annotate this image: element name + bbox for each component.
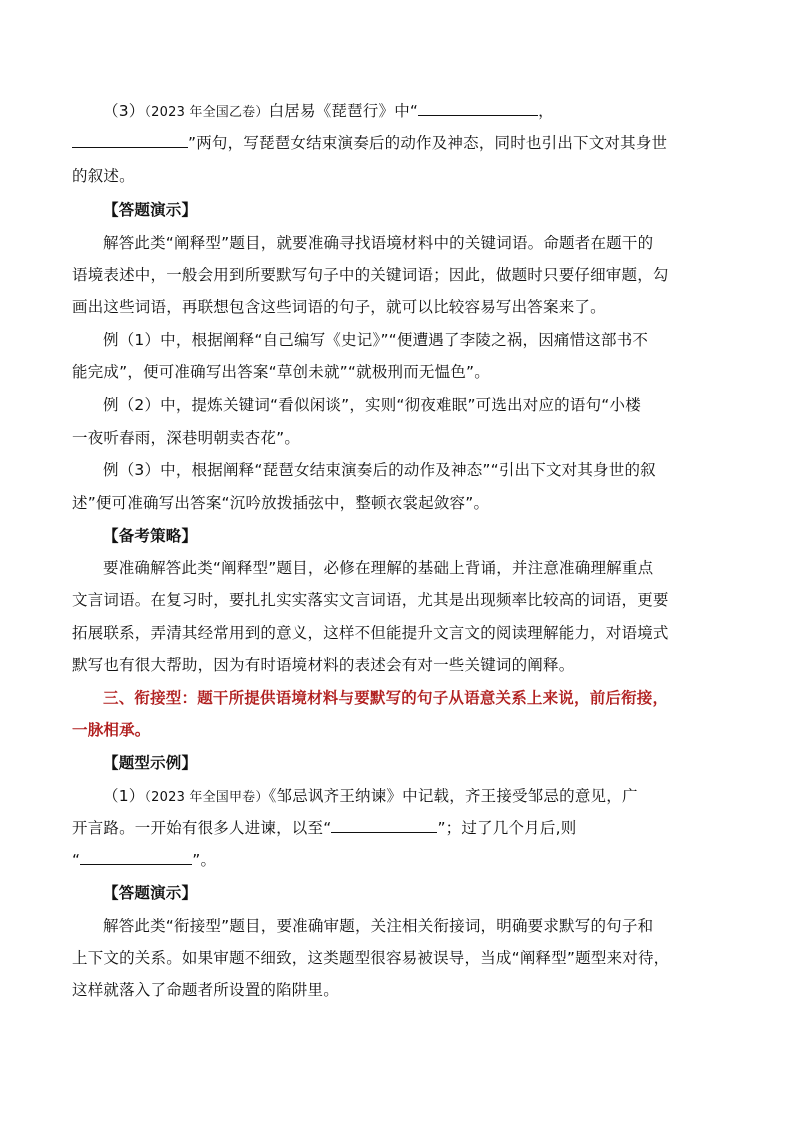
paragraph-line: 能完成”，便可准确写出答案“草创未就”“就极刑而无愠色”。 xyxy=(72,363,490,381)
answer-blank[interactable] xyxy=(80,849,192,865)
paragraph-line: 例（1）中，根据阐释“自己编写《史记》”“便遭遇了李陵之祸，因痛惜这部书不 xyxy=(103,331,649,349)
answer-blank[interactable] xyxy=(418,100,538,116)
q3-rest: ”两句，写琵琶女结束演奏后的动作及神态，同时也引出下文对其身世 xyxy=(188,134,668,152)
section-title-continued: 一脉相承。 xyxy=(72,721,151,739)
paragraph-line: 解答此类“衔接型”题目，要准确审题，关注相关衔接词，明确要求默写的句子和 xyxy=(103,917,654,935)
q3-line-2 xyxy=(72,132,722,154)
q3-line-3: 的叙述。 xyxy=(72,167,135,185)
paragraph-line: 这样就落入了命题者所设置的陷阱里。 xyxy=(72,981,339,999)
q3-comma: ， xyxy=(538,102,554,120)
paragraph-line: 述”便可准确写出答案“沉吟放拨插弦中，整顿衣裳起敛容”。 xyxy=(72,494,490,512)
q1-text: “ xyxy=(72,851,81,869)
answer-blank[interactable] xyxy=(72,132,188,148)
paragraph-line: 一夜听春雨，深巷明朝卖杏花”。 xyxy=(72,429,301,447)
q1-text: ”。 xyxy=(192,851,217,869)
q1-line-1 xyxy=(103,785,753,809)
section-heading-demo: 【答题演示】 xyxy=(103,201,198,219)
q1-source: （2023 年全国甲卷） xyxy=(144,790,269,805)
q1-text: 开言路。一开始有很多人进谏，以至“ xyxy=(72,819,332,837)
q3-source: （2023 年全国乙卷） xyxy=(144,105,269,120)
section-heading-demo: 【答题演示】 xyxy=(103,884,198,902)
paragraph-line: 解答此类“阐释型”题目，就要准确寻找语境材料中的关键词语。命题者在题干的 xyxy=(103,234,654,252)
section-heading-strategy: 【备考策略】 xyxy=(103,527,198,545)
paragraph-line: 语境表述中，一般会用到所要默写句子中的关键词语；因此，做题时只要仔细审题，勾 xyxy=(72,266,669,284)
q1-line-2 xyxy=(72,817,722,839)
answer-blank[interactable] xyxy=(331,817,437,833)
paragraph-line: 文言词语。在复习时，要扎扎实实落实文言词语，尤其是出现频率比较高的词语，更要 xyxy=(72,591,669,609)
q1-line-3 xyxy=(72,849,722,871)
q3-line-1 xyxy=(103,100,753,124)
q1-text: ”；过了几个月后,则 xyxy=(437,819,577,837)
paragraph-line: 拓展联系，弄清其经常用到的意义，这样不但能提升文言文的阅读理解能力，对语境式 xyxy=(72,624,669,642)
q1-number: （1） xyxy=(103,787,145,805)
paragraph-line: 画出这些词语，再联想包含这些词语的句子，就可以比较容易写出答案来了。 xyxy=(72,298,606,316)
q1-prompt: 《邹忌讽齐王纳谏》中记载，齐王接受邹忌的意见，广 xyxy=(268,787,638,805)
section-heading-example: 【题型示例】 xyxy=(103,754,198,772)
q3-number: （3） xyxy=(103,102,145,120)
q3-prompt: 白居易《琵琶行》中“ xyxy=(268,102,419,120)
section-title: 三、衔接型：题干所提供语境材料与要默写的句子从语意关系上来说，前后衔接， xyxy=(103,689,669,707)
paragraph-line: 例（2）中，提炼关键词“看似闲谈”，实则“彻夜难眠”可选出对应的语句“小楼 xyxy=(103,396,641,414)
paragraph-line: 要准确解答此类“阐释型”题目，必修在理解的基础上背诵，并注意准确理解重点 xyxy=(103,559,654,577)
paragraph-line: 默写也有很大帮助，因为有时语境材料的表述会有对一些关键词的阐释。 xyxy=(72,656,575,674)
paragraph-line: 上下文的关系。如果审题不细致，这类题型很容易被误导，当成“阐释型”题型来对待， xyxy=(72,949,670,967)
paragraph-line: 例（3）中，根据阐释“琵琶女结束演奏后的动作及神态”“引出下文对其身世的叙 xyxy=(103,461,656,479)
